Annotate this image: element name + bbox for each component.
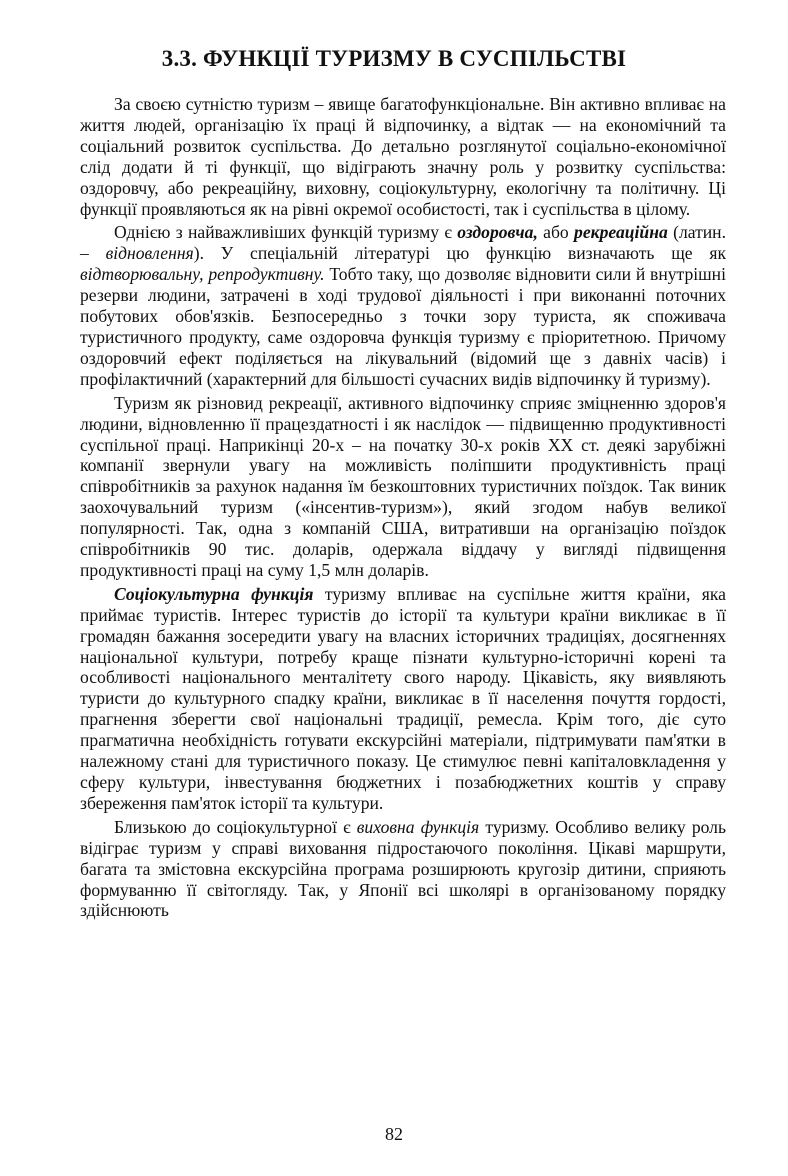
text-run: туризму. Особливо велику роль відіграє туризм у справі виховання підростаючого покоління. Цікаві маршрути, багата та змістовна екскурсійна програма розширюють кругозір дитини, сприяють формуванню її світогляду. Так, у Японії всі школярі в організованому порядку здійснюють: [80, 816, 726, 921]
paragraph-4: [80, 584, 726, 814]
paragraph-2: [80, 222, 726, 389]
term-educational-italic: виховна функція: [356, 816, 480, 837]
term-reproductive-italic: відтворювальну, репродуктивну.: [80, 264, 325, 285]
text-run: (латин. –: [80, 222, 726, 264]
text-run: туризму впливає на суспільне життя країни, яка приймає туристів. Інтерес туристів до історії та культури країни викликає в її громадян бажання зосередити увагу на власних історичних традиціях, досягненнях національної культури, потребу краще пізнати культурно-історичні корені та особливості національного менталітету свого народу. Цікавість, яку виявляють туристи до культурного спадку країни, викликає в її населення почуття гордості, прагнення зберегти свої національні традиції, ремесла. Крім того, діє суто прагматична необхідність готувати екскурсійні матеріали, підтримувати пам'ятки в належному стані для туристичного показу. Це стимулює певні капіталовкладення у сферу культури, інвестування бюджетних і позабюджетних коштів у справу збереження пам'яток історії та культури.: [80, 583, 726, 813]
term-sociocultural-bold: Соціокультурна функція: [114, 583, 314, 604]
paragraph-1: За своєю сутністю туризм – явище багатофункціональне. Він активно впливає на життя людей, організацію їх праці й відпочинку, а відтак — на економічний та соціальний розвиток суспільства. До детально розглянутої соціально-економічної слід додати й ті функції, що відіграють значну роль у розвитку суспільства: оздоровчу, або рекреаційну, виховну, соціокультурну, екологічну та політичну. Ці функції проявляються як на рівні окремої особистості, так і суспільства в цілому.: [80, 94, 726, 219]
text-run: або: [537, 222, 575, 243]
text-run: Тобто таку, що дозволяє відновити сили й внутрішні резерви людини, затрачені в ході трудової діяльності і при виконанні поточних побутових обов'язків. Безпосередньо з точки зору туриста, як споживача туристичного продукту, саме оздоровча функція туризму є пріоритетною. Причому оздоровчий ефект поділяється на лікувальний (відомий ще з давніх часів) і профілактичний (характерний для більшості сучасних видів відпочинку й туризму).: [80, 264, 726, 389]
page-number: 82: [385, 1124, 403, 1144]
text-run: Однією з найважливіших функцій туризму є: [114, 222, 458, 243]
term-restoration-italic: відновлення: [105, 243, 194, 264]
paragraph-5: [80, 817, 726, 922]
term-recreation-bold: рекреаційна: [574, 222, 668, 243]
paragraph-3: Туризм як різновид рекреації, активного відпочинку сприяє зміцненню здоров'я людини, відновленню її працездатності і як наслідок — підвищенню продуктивності суспільної праці. Наприкінці 20-х – на початку 30-х років XX ст. деякі зарубіжні компанії звернули увагу на можливість поліпшити продуктивність праці співробітників за рахунок надання їм безкоштовних туристичних поїздок. Так виник заохочувальний туризм («інсентив-туризм»), який згодом набув великої популярності. Так, одна з компаній США, витративши на організацію поїздок співробітників 90 тис. доларів, одержала віддачу у вигляді підвищення продуктивності праці на суму 1,5 млн доларів.: [80, 392, 726, 580]
text-run: ). У спеціальній літературі цю функцію визначають ще як: [193, 243, 726, 264]
text-run: Близькою до соціокультурної є: [114, 816, 357, 837]
body-text: [80, 94, 726, 924]
section-title: 3.3. ФУНКЦІЇ ТУРИЗМУ В СУСПІЛЬСТВІ: [161, 46, 627, 71]
term-recreational-bold: оздоровча,: [457, 222, 538, 243]
